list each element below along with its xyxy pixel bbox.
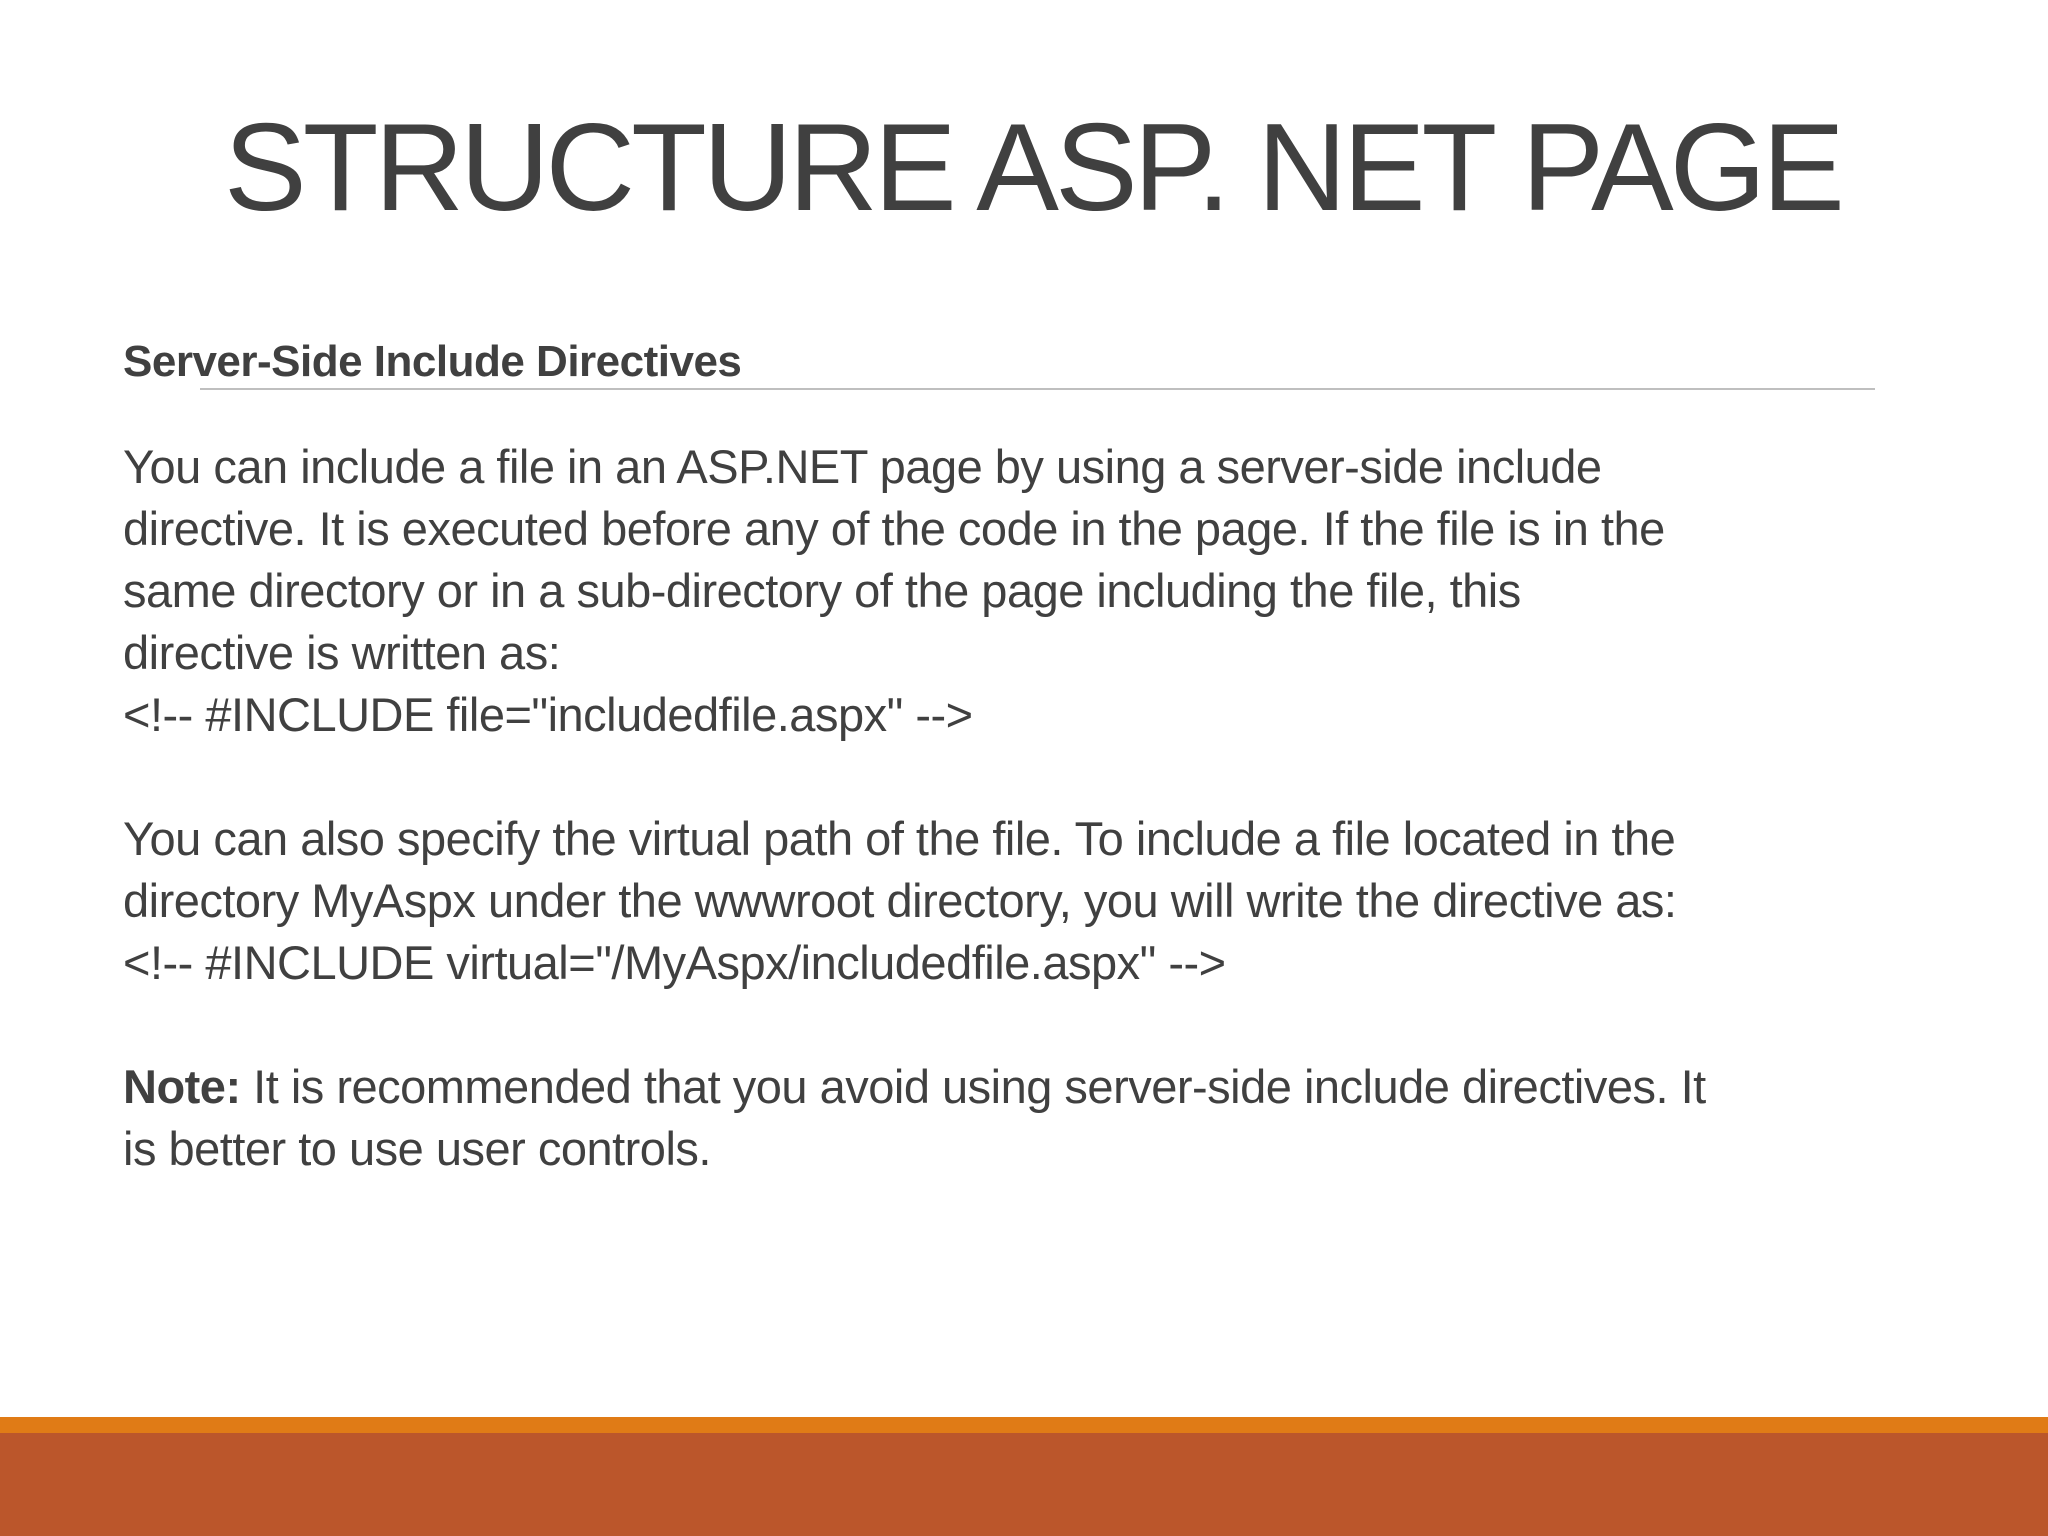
paragraph-line: directive. It is executed before any of the code in the page. If the file is in the: [123, 502, 1665, 555]
code-example-file: <!-- #INCLUDE file="includedfile.aspx" -->: [123, 688, 973, 741]
body-text: [123, 436, 1963, 1180]
paragraph-gap: [123, 994, 1963, 1056]
code-example-virtual: <!-- #INCLUDE virtual="/MyAspx/includedfile.aspx" -->: [123, 936, 1226, 989]
note-label: Note:: [123, 1060, 241, 1113]
footer-bar: [0, 1433, 2048, 1536]
section-subheading: Server-Side Include Directives: [123, 337, 742, 386]
paragraph-line: same directory or in a sub-directory of the page including the file, this: [123, 564, 1521, 617]
slide-title: STRUCTURE ASP. NET PAGE: [224, 99, 1841, 237]
paragraph-line: You can include a file in an ASP.NET page by using a server-side include: [123, 440, 1602, 493]
subheading-divider: [200, 388, 1875, 390]
paragraph-gap: [123, 746, 1963, 808]
paragraph-line: directive is written as:: [123, 626, 561, 679]
paragraph-line: directory MyAspx under the wwwroot directory, you will write the directive as:: [123, 874, 1677, 927]
paragraph-line: You can also specify the virtual path of the file. To include a file located in the: [123, 812, 1676, 865]
note-text: It is recommended that you avoid using server-side include directives. It: [240, 1060, 1706, 1113]
note-line: [123, 1056, 1963, 1118]
footer-accent-stripe: [0, 1417, 2048, 1433]
note-line: is better to use user controls.: [123, 1122, 711, 1175]
